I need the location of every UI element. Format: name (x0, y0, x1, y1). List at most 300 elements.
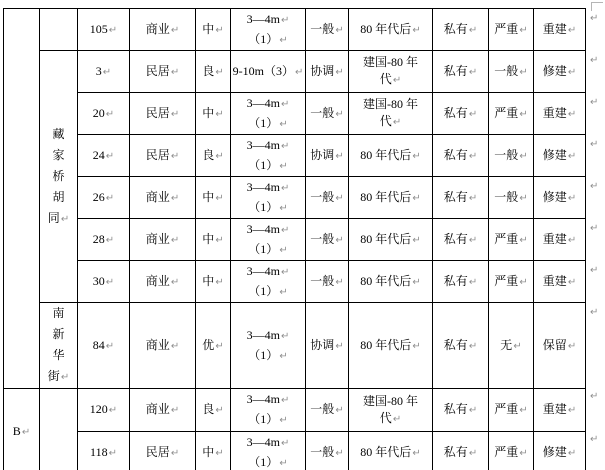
cell-text: 民居 (145, 445, 170, 459)
cell-line (489, 400, 533, 420)
pilcrow-mark: ↵ (468, 276, 478, 288)
cell-storeys-height (231, 177, 306, 219)
cell-text: 一般 (310, 402, 335, 416)
cell-text: 建国-80 年 (363, 55, 418, 69)
table-row (4, 303, 586, 389)
cell-text: 修建 (542, 147, 567, 162)
cell-action (534, 51, 586, 93)
cell-text: B (12, 423, 21, 438)
cell-text: 商业 (145, 402, 170, 416)
cell-era (349, 135, 433, 177)
pilcrow-mark: ↵ (170, 448, 180, 459)
pilcrow-mark: ↵ (567, 192, 577, 204)
pilcrow-mark: ↵ (468, 405, 478, 416)
pilcrow-mark: ↵ (412, 234, 421, 246)
vertical-char: 藏 (52, 126, 65, 141)
cell-action (534, 432, 586, 470)
cell-ownership (433, 261, 489, 303)
vertical-char: 华 (52, 348, 65, 362)
cell-line (433, 104, 488, 124)
cell-text: 重建 (542, 231, 567, 246)
pilcrow-mark: ↵ (21, 426, 31, 438)
pilcrow-mark: ↵ (105, 150, 115, 162)
cell-text: 24 (92, 147, 105, 162)
pilcrow-mark: ↵ (567, 276, 577, 288)
cell-text: 代 (379, 410, 392, 425)
cell-line (306, 230, 348, 250)
section-cell-a-empty (4, 9, 40, 389)
pilcrow-mark: ↵ (105, 276, 115, 288)
cell-line (231, 390, 305, 410)
pilcrow-mark: ↵ (280, 438, 290, 449)
cell-number (78, 389, 130, 432)
cell-use (130, 389, 196, 432)
cell-line (534, 188, 585, 208)
cell-era (349, 219, 433, 261)
cell-storeys-height (231, 303, 306, 389)
cell-quality (196, 9, 231, 51)
pilcrow-mark: ↵ (280, 266, 290, 278)
pilcrow-mark: ↵ (567, 150, 577, 162)
pilcrow-mark: ↵ (279, 244, 288, 256)
cell-line (78, 20, 129, 40)
table-row (4, 135, 586, 177)
cell-line (78, 104, 129, 124)
cell-text: 中 (202, 231, 215, 246)
cell-line (130, 336, 195, 356)
cell-action (534, 389, 586, 432)
cell-line (231, 433, 305, 453)
cell-line (130, 443, 195, 463)
cell-text: （1） (248, 199, 279, 214)
cell-line (433, 20, 488, 40)
table-row (4, 219, 586, 261)
cell-text: 修建 (542, 189, 567, 204)
cell-text: 代 (379, 72, 392, 86)
vertical-char: 街↵ (47, 369, 70, 383)
cell-text: 私有 (443, 402, 468, 416)
pilcrow-mark: ↵ (280, 140, 290, 152)
cell-text: （1） (248, 115, 279, 130)
cell-text: 重建 (542, 105, 567, 120)
pilcrow-mark: ↵ (567, 340, 577, 352)
cell-line (489, 20, 533, 40)
cell-text: 120 (89, 402, 108, 416)
cell-line (130, 188, 195, 208)
cell-damage (489, 303, 534, 389)
cell-damage (489, 93, 534, 135)
pilcrow-mark: ↵ (468, 24, 478, 36)
pilcrow-mark: ↵ (280, 98, 290, 110)
cell-text: 协调 (310, 337, 335, 352)
pilcrow-mark: ↵ (170, 340, 180, 352)
cell-line (78, 188, 129, 208)
pilcrow-mark: ↵ (468, 448, 478, 459)
row-end-pilcrow-mark: ↵ (590, 307, 599, 318)
cell-line (306, 146, 348, 166)
cell-line (231, 178, 305, 198)
pilcrow-mark: ↵ (519, 448, 528, 459)
cell-line (196, 400, 230, 420)
cell-line (349, 96, 432, 113)
cell-quality (196, 389, 231, 432)
cell-text: 一般 (310, 231, 335, 246)
cell-harmony (306, 93, 349, 135)
cell-number (78, 261, 130, 303)
cell-line (196, 443, 230, 463)
pilcrow-mark: ↵ (412, 192, 421, 204)
pilcrow-mark: ↵ (280, 224, 290, 236)
cell-use (130, 93, 196, 135)
cell-line (231, 10, 305, 30)
cell-text: 保留 (542, 337, 567, 352)
cell-text: 严重 (494, 105, 519, 120)
cell-text: （1） (248, 347, 279, 362)
cell-quality (196, 51, 231, 93)
cell-era (349, 389, 433, 432)
pilcrow-mark: ↵ (215, 340, 224, 352)
cell-text: 80 年代后 (360, 231, 412, 246)
cell-text: 建国-80 年 (363, 393, 418, 408)
cell-line (130, 400, 195, 420)
cell-text: 3—4m (246, 327, 280, 342)
cell-line (78, 400, 129, 420)
cell-text: 3—4m (246, 95, 280, 110)
cell-line (196, 146, 230, 166)
pilcrow-mark: ↵ (102, 66, 112, 78)
pilcrow-mark: ↵ (519, 24, 528, 36)
row-end-pilcrow-mark: ↵ (590, 265, 599, 276)
cell-era (349, 9, 433, 51)
cell-ownership (433, 219, 489, 261)
cell-line (349, 20, 432, 40)
row-end-pilcrow-mark: ↵ (590, 223, 599, 234)
vertical-char: 家 (52, 147, 65, 162)
pilcrow-mark: ↵ (105, 340, 115, 352)
pilcrow-mark: ↵ (468, 108, 478, 120)
cell-text: 3—4m (246, 263, 280, 278)
pilcrow-mark: ↵ (215, 150, 224, 162)
pilcrow-mark: ↵ (170, 276, 180, 288)
cell-text: 私有 (443, 189, 468, 204)
pilcrow-mark: ↵ (468, 150, 478, 162)
cell-line (489, 272, 533, 292)
cell-use (130, 219, 196, 261)
cell-line (231, 410, 305, 430)
cell-line (306, 188, 348, 208)
pilcrow-mark: ↵ (335, 24, 344, 36)
pilcrow-mark: ↵ (335, 405, 344, 416)
pilcrow-mark: ↵ (519, 276, 528, 288)
pilcrow-mark: ↵ (215, 66, 224, 78)
cell-use (130, 9, 196, 51)
cell-harmony (306, 9, 349, 51)
cell-line (196, 272, 230, 292)
cell-harmony (306, 219, 349, 261)
cell-line (306, 443, 348, 463)
cell-line (534, 62, 585, 82)
pilcrow-mark: ↵ (279, 415, 288, 426)
cell-harmony (306, 135, 349, 177)
pilcrow-mark: ↵ (335, 108, 344, 120)
cell-text: （1） (248, 31, 279, 46)
cell-text: 80 年代后 (360, 189, 412, 204)
cell-line (534, 20, 585, 40)
cell-text: 中 (202, 445, 215, 459)
cell-text: 20 (92, 105, 105, 120)
pilcrow-mark: ↵ (567, 24, 577, 36)
cell-line (534, 146, 585, 166)
cell-line (306, 400, 348, 420)
pilcrow-mark: ↵ (335, 448, 344, 459)
cell-text: 修建 (542, 63, 567, 78)
pilcrow-mark: ↵ (280, 330, 290, 342)
cell-line (231, 346, 305, 366)
pilcrow-mark: ↵ (567, 66, 577, 78)
pilcrow-mark: ↵ (335, 276, 344, 288)
cell-line (130, 272, 195, 292)
cell-line (349, 146, 432, 166)
pilcrow-mark: ↵ (335, 234, 344, 246)
row-end-pilcrow-mark: ↵ (590, 55, 599, 66)
row-end-pilcrow-mark: ↵ (590, 181, 599, 192)
pilcrow-mark: ↵ (468, 234, 478, 246)
group-cell-b-empty (40, 389, 78, 470)
text-boundary-corner-mark (591, 2, 603, 11)
pilcrow-mark: ↵ (412, 276, 421, 288)
pilcrow-mark: ↵ (412, 24, 421, 36)
cell-text: 私有 (443, 231, 468, 246)
pilcrow-mark: ↵ (335, 192, 344, 204)
cell-text: （1） (248, 283, 279, 298)
pilcrow-mark: ↵ (412, 448, 421, 459)
cell-number (78, 51, 130, 93)
cell-damage (489, 177, 534, 219)
cell-line (433, 443, 488, 463)
cell-text: 民居 (145, 105, 170, 120)
cell-line (78, 146, 129, 166)
pilcrow-mark: ↵ (279, 458, 288, 469)
table-row (4, 261, 586, 303)
pilcrow-mark: ↵ (280, 395, 290, 406)
cell-text: 私有 (443, 337, 468, 352)
cell-action (534, 9, 586, 51)
cell-text: 私有 (443, 147, 468, 162)
cell-text: 3—4m (246, 221, 280, 236)
pilcrow-mark: ↵ (215, 448, 224, 459)
cell-text: 重建 (542, 402, 567, 416)
cell-harmony (306, 177, 349, 219)
cell-line (489, 336, 533, 356)
cell-text: （1） (248, 412, 279, 426)
cell-text: 良 (202, 147, 215, 162)
pilcrow-mark: ↵ (519, 192, 528, 204)
cell-text: 80 年代后 (360, 273, 412, 288)
cell-quality (196, 93, 231, 135)
cell-line (433, 272, 488, 292)
cell-line (489, 188, 533, 208)
pilcrow-mark: ↵ (567, 108, 577, 120)
row-end-pilcrow-mark: ↵ (590, 97, 599, 108)
cell-text: 修建 (542, 445, 567, 459)
cell-line (306, 20, 348, 40)
cell-ownership (433, 135, 489, 177)
cell-action (534, 177, 586, 219)
cell-line (231, 282, 305, 302)
table-row (4, 51, 586, 93)
cell-text: 一般 (494, 189, 519, 204)
group-cell-zangjiaqiao-hutong (40, 51, 78, 303)
cell-text: （1） (248, 455, 279, 469)
cell-text: 严重 (494, 21, 519, 36)
pilcrow-mark: ↵ (279, 286, 288, 298)
cell-action (534, 261, 586, 303)
cell-harmony (306, 303, 349, 389)
cell-line (130, 146, 195, 166)
cell-era (349, 93, 433, 135)
cell-line (433, 230, 488, 250)
cell-text: 一般 (310, 105, 335, 120)
cell-ownership (433, 9, 489, 51)
pilcrow-mark: ↵ (170, 24, 180, 36)
cell-line (231, 30, 305, 50)
cell-line (349, 272, 432, 292)
cell-line (78, 443, 129, 463)
table-row (4, 389, 586, 432)
cell-text: 重建 (542, 21, 567, 36)
cell-text: 建国-80 年 (363, 97, 418, 111)
section-cell-b (4, 389, 40, 470)
cell-text: 中 (202, 189, 215, 204)
cell-line (231, 136, 305, 156)
pilcrow-mark: ↵ (215, 108, 224, 120)
cell-line (306, 62, 348, 82)
cell-text: 3—4m (246, 435, 280, 449)
cell-number (78, 177, 130, 219)
cell-line (349, 54, 432, 71)
cell-storeys-height (231, 93, 306, 135)
cell-era (349, 432, 433, 470)
pilcrow-mark: ↵ (519, 108, 528, 120)
cell-quality (196, 177, 231, 219)
cell-text: 118 (90, 445, 108, 459)
cell-storeys-height (231, 432, 306, 470)
cell-use (130, 135, 196, 177)
cell-number (78, 9, 130, 51)
cell-line (196, 336, 230, 356)
cell-line (231, 198, 305, 218)
cell-line (534, 272, 585, 292)
table-row (4, 177, 586, 219)
cell-storeys-height (231, 51, 306, 93)
cell-line (231, 156, 305, 176)
cell-text: 80 年代后 (360, 21, 412, 36)
cell-line (306, 272, 348, 292)
table-row (4, 9, 586, 51)
pilcrow-mark: ↵ (335, 340, 344, 352)
cell-damage (489, 389, 534, 432)
cell-line (534, 104, 585, 124)
pilcrow-mark: ↵ (392, 117, 402, 128)
cell-line (349, 443, 432, 463)
cell-line (78, 336, 129, 356)
cell-text: 80 年代后 (360, 445, 412, 459)
cell-damage (489, 219, 534, 261)
cell-line (231, 220, 305, 240)
cell-line (489, 443, 533, 463)
pilcrow-mark: ↵ (105, 234, 115, 246)
cell-line (489, 104, 533, 124)
cell-line (489, 230, 533, 250)
pilcrow-mark: ↵ (412, 340, 421, 352)
cell-text: 3—4m (246, 179, 280, 194)
cell-text: 严重 (494, 231, 519, 246)
cell-line (534, 400, 585, 420)
cell-quality (196, 303, 231, 389)
cell-ownership (433, 177, 489, 219)
cell-line (231, 62, 305, 82)
cell-line (349, 393, 432, 410)
cell-action (534, 219, 586, 261)
pilcrow-mark: ↵ (60, 372, 70, 383)
cell-line (534, 443, 585, 463)
cell-line (489, 62, 533, 82)
cell-text: 代 (379, 114, 392, 128)
vertical-char: 桥 (52, 168, 65, 183)
cell-line (78, 230, 129, 250)
cell-line (433, 336, 488, 356)
cell-use (130, 432, 196, 470)
pilcrow-mark: ↵ (170, 108, 180, 120)
cell-action (534, 135, 586, 177)
pilcrow-mark: ↵ (60, 213, 70, 225)
cell-text: 80 年代后 (360, 337, 412, 352)
cell-use (130, 51, 196, 93)
cell-text: 商业 (145, 189, 170, 204)
pilcrow-mark: ↵ (519, 66, 528, 78)
cell-text: 商业 (145, 21, 170, 36)
cell-text: 一般 (494, 63, 519, 78)
cell-text: 84 (92, 337, 105, 352)
pilcrow-mark: ↵ (335, 150, 344, 162)
cell-storeys-height (231, 9, 306, 51)
cell-line (4, 422, 39, 442)
cell-text: （1） (248, 157, 279, 172)
cell-line (433, 188, 488, 208)
cell-line (78, 62, 129, 82)
pilcrow-mark: ↵ (170, 66, 180, 78)
cell-text: 重建 (542, 273, 567, 288)
cell-number (78, 303, 130, 389)
cell-line (231, 453, 305, 470)
pilcrow-mark: ↵ (468, 192, 478, 204)
row-end-pilcrow-mark: ↵ (590, 13, 599, 24)
cell-number (78, 219, 130, 261)
cell-ownership (433, 51, 489, 93)
cell-line (349, 336, 432, 356)
cell-text: 3—4m (246, 11, 280, 26)
cell-text: 105 (89, 21, 108, 36)
cell-text: 3—4m (246, 137, 280, 152)
cell-line (306, 104, 348, 124)
pilcrow-mark: ↵ (279, 202, 288, 214)
vertical-char: 新 (52, 327, 65, 341)
cell-quality (196, 219, 231, 261)
cell-line (231, 94, 305, 114)
cell-era (349, 261, 433, 303)
cell-text: 30 (92, 273, 105, 288)
cell-line (231, 262, 305, 282)
